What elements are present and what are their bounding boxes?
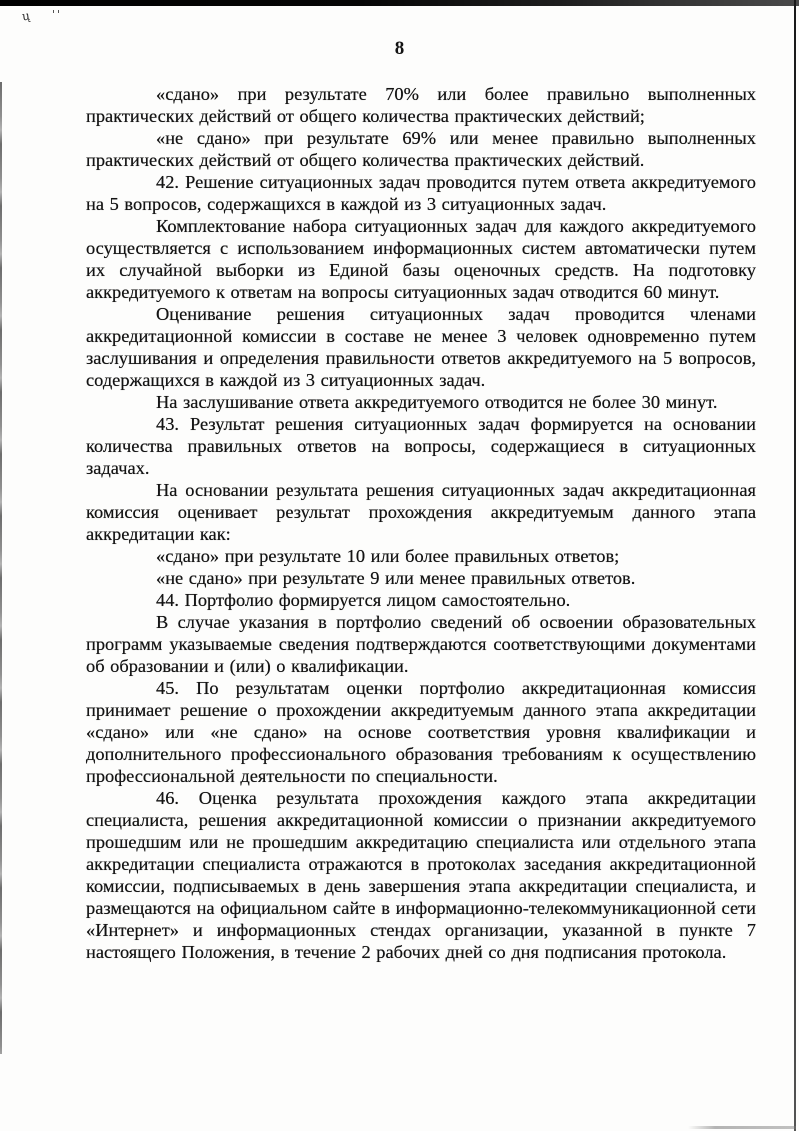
scan-artifact-left-edge [0, 82, 2, 1054]
paragraph-item-46: 46. Оценка результата прохождения каждого этапа аккредитации специалиста, решения аккредитационной комиссии о признании аккредитуемого прошедшим или не прошедшим аккредитацию специалиста или отдельного этапа аккредитации специалиста отражаются в протоколах заседания аккредитационной комиссии, подписываемых в день завершения этапа аккредитации специалиста, и размещаются на официальном сайте в информационно-телекоммуникационной сети «Интернет» и информационных стендах организации, указанной в пункте 7 настоящего Положения, в течение 2 рабочих дней со дня подписания протокола. [86, 788, 756, 962]
paragraph-item-45: 45. По результатам оценки портфолио аккредитационная комиссия принимает решение о прохождении аккредитуемым данного этапа аккредитации «сдано» или «не сдано» на основе соответствия уровня квалификации и дополнительного профессионального образования требованиям к осуществлению профессиональной деятельности по специальности. [86, 678, 756, 786]
paragraph-criterion-failed-69: «не сдано» при результате 69% или менее правильно выполненных практических действий от общего количества практических действий. [86, 128, 756, 170]
scan-artifact-top-bar [0, 0, 799, 6]
document-body [86, 83, 756, 963]
paragraph-criterion-passed-70: «сдано» при результате 70% или более правильно выполненных практических действий от общего количества практических действий; [86, 84, 756, 126]
scan-artifact-right-edge [794, 0, 796, 1131]
handwritten-mark: ꞌ' [52, 8, 63, 21]
scan-artifact-bottom-smudge [688, 1126, 796, 1129]
paragraph-item-44: 44. Портфолио формируется лицом самостоятельно. [156, 590, 571, 610]
page-number: 8 [394, 38, 405, 59]
paragraph-criterion-failed-9: «не сдано» при результате 9 или менее правильных ответов. [156, 568, 636, 588]
paragraph-answer-time-limit: На заслушивание ответа аккредитуемого отводится не более 30 минут. [156, 392, 718, 412]
paragraph-criterion-passed-10: «сдано» при результате 10 или более правильных ответов; [156, 546, 620, 566]
paragraph-task-set-formation: Комплектование набора ситуационных задач для каждого аккредитуемого осуществляется с использованием информационных систем автоматически путем их случайной выборки из Единой базы оценочных средств. На подготовку аккредитуемого к ответам на вопросы ситуационных задач отводится 60 минут. [86, 216, 756, 302]
handwritten-mark: ų [21, 8, 31, 24]
paragraph-item-43: 43. Результат решения ситуационных задач формируется на основании количества правильных ответов на вопросы, содержащиеся в ситуационных задачах. [86, 414, 756, 478]
paragraph-result-assessment: На основании результата решения ситуационных задач аккредитационная комиссия оценивает результат прохождения аккредитуемым данного этапа аккредитации как: [86, 480, 756, 544]
paragraph-evaluation-commission: Оценивание решения ситуационных задач проводится членами аккредитационной комиссии в составе не менее 3 человек одновременно путем заслушивания и определения правильности ответов аккредитуемого на 5 вопросов, содержащихся в каждой из 3 ситуационных задач. [86, 304, 756, 390]
paragraph-item-42: 42. Решение ситуационных задач проводится путем ответа аккредитуемого на 5 вопросов, содержащихся в каждой из 3 ситуационных задач. [86, 172, 756, 214]
paragraph-portfolio-confirmation: В случае указания в портфолио сведений об освоении образовательных программ указываемые сведения подтверждаются соответствующими документами об образовании и (или) о квалификации. [86, 612, 756, 676]
